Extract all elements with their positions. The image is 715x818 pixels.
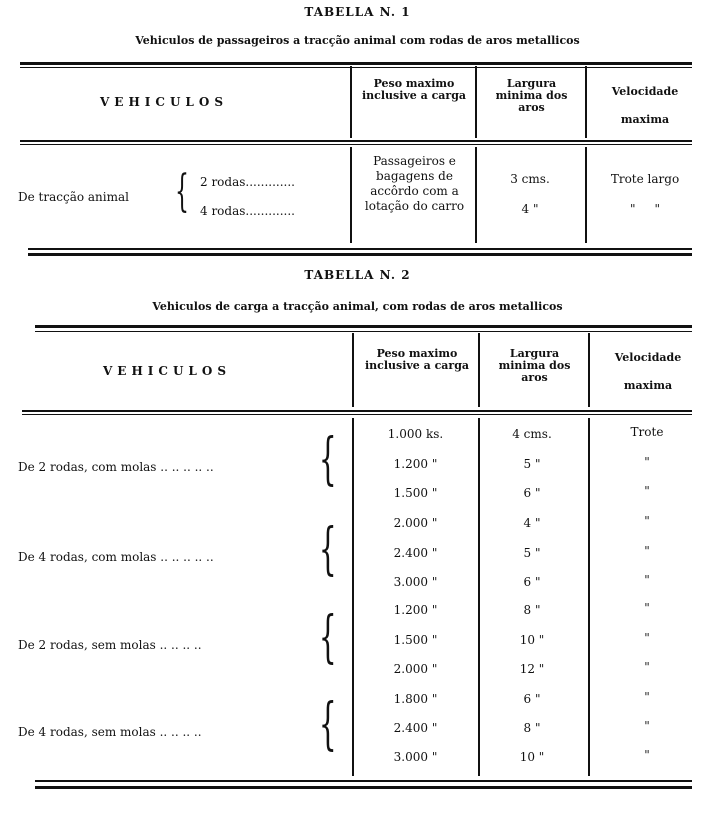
table2-largura-cell: 12 " xyxy=(519,662,545,676)
table2-peso-cell: 1.000 ks. xyxy=(387,427,444,441)
table2-header-divider-2 xyxy=(478,333,480,407)
table2-largura-cell: 6 " xyxy=(523,692,541,706)
table2-velocidade-cell: " xyxy=(644,544,650,558)
table2-header-peso: Peso maximo inclusive a carga xyxy=(364,347,470,372)
table1-header-divider-2 xyxy=(475,66,477,138)
table2-peso-cell: 1.200 " xyxy=(393,603,438,617)
table1-header-divider-3 xyxy=(585,66,587,138)
table2-header-rule-thin xyxy=(22,414,692,415)
table2-peso-cell: 2.400 " xyxy=(393,721,438,735)
table2-velocidade-cell: " xyxy=(644,631,650,645)
table2-peso-cell: 3.000 " xyxy=(393,750,438,764)
table2-group-label: De 2 rodas, sem molas .. .. .. .. xyxy=(18,638,202,652)
table1-velocidade-2: Trote largo xyxy=(610,172,680,186)
table1-title: TABELLA N. 1 xyxy=(304,5,411,19)
table2-header-largura: Largura minima dos aros xyxy=(498,347,571,384)
table2-peso-cell: 1.500 " xyxy=(393,486,438,500)
table2-top-rule xyxy=(35,325,692,328)
table2-velocidade-cell: " xyxy=(644,690,650,704)
table2-group-brace: { xyxy=(318,605,337,670)
table1-peso: Passageiros e bagagens de accôrdo com a lotação do carro xyxy=(364,154,465,213)
table1-header-vehiculos: VEHICULOS xyxy=(100,95,228,109)
table2-largura-cell: 4 cms. xyxy=(512,427,552,441)
table2-peso-cell: 1.800 " xyxy=(393,692,438,706)
table2-header-velocidade: Velocidade maxima xyxy=(614,351,682,392)
table2-body-divider-2 xyxy=(478,418,480,776)
table1-body-divider-1 xyxy=(350,147,352,243)
table2-peso-cell: 2.400 " xyxy=(393,546,438,560)
table1-largura-2: 3 cms. xyxy=(510,172,550,186)
table1-header-peso: Peso maximo inclusive a carga xyxy=(361,77,467,102)
table1-header-velocidade: Velocidade maxima xyxy=(611,85,679,126)
table2-body-divider-3 xyxy=(588,418,590,776)
table1-header-rule xyxy=(20,140,692,142)
table2-group-label: De 2 rodas, com molas .. .. .. .. .. xyxy=(18,460,214,474)
table2-title: TABELLA N. 2 xyxy=(304,268,411,282)
table2-bottom-rule-thick xyxy=(35,786,692,789)
table1-header-largura: Largura minima dos aros xyxy=(495,77,568,114)
table2-group-brace: { xyxy=(318,517,337,582)
table2-largura-cell: 4 " xyxy=(523,516,541,530)
table2-header-vehiculos: VEHICULOS xyxy=(103,364,231,378)
table2-body-divider-1 xyxy=(352,418,354,776)
table2-bottom-rule xyxy=(35,780,692,782)
table2-largura-cell: 5 " xyxy=(523,546,541,560)
table2-subtitle: Vehiculos de carga a tracção animal, com rodas de aros metallicos xyxy=(152,300,563,313)
table2-largura-cell: 8 " xyxy=(523,721,541,735)
table2-velocidade-cell: " xyxy=(644,601,650,615)
table2-peso-cell: 2.000 " xyxy=(393,662,438,676)
table1-row-label: De tracção animal xyxy=(18,190,129,204)
table1-brace: { xyxy=(175,166,189,217)
table2-group-brace: { xyxy=(318,692,337,757)
table2-header-rule xyxy=(22,410,692,412)
table1-velocidade-4: " " xyxy=(629,202,661,216)
table1-top-rule xyxy=(20,62,692,65)
table2-top-rule-thin xyxy=(35,331,692,332)
table2-largura-cell: 5 " xyxy=(523,457,541,471)
table2-velocidade-cell: " xyxy=(644,573,650,587)
table2-header-divider-1 xyxy=(352,333,354,407)
table2-velocidade-cell: " xyxy=(644,514,650,528)
table2-group-label: De 4 rodas, sem molas .. .. .. .. xyxy=(18,725,202,739)
table2-peso-cell: 1.500 " xyxy=(393,633,438,647)
table2-largura-cell: 10 " xyxy=(519,750,545,764)
table1-bottom-rule xyxy=(28,248,692,250)
table2-group-label: De 4 rodas, com molas .. .. .. .. .. xyxy=(18,550,214,564)
table2-peso-cell: 2.000 " xyxy=(393,516,438,530)
table1-header-divider-1 xyxy=(350,66,352,138)
table1-sub-2-rodas: 2 rodas............. xyxy=(200,175,295,189)
table2-largura-cell: 10 " xyxy=(519,633,545,647)
table2-group-brace: { xyxy=(318,427,337,492)
table1-body-divider-2 xyxy=(475,147,477,243)
table2-velocidade-cell: " xyxy=(644,484,650,498)
table1-top-rule-thin xyxy=(20,67,692,68)
table2-velocidade-cell: " xyxy=(644,719,650,733)
table1-subtitle: Vehiculos de passageiros a tracção animal com rodas de aros metallicos xyxy=(135,34,580,47)
table1-header-rule-thin xyxy=(20,144,692,145)
table2-largura-cell: 6 " xyxy=(523,575,541,589)
table2-velocidade-cell: Trote xyxy=(630,425,664,439)
table1-bottom-rule-thick xyxy=(28,253,692,256)
table1-sub-4-rodas: 4 rodas............. xyxy=(200,204,295,218)
table2-largura-cell: 8 " xyxy=(523,603,541,617)
table2-largura-cell: 6 " xyxy=(523,486,541,500)
table2-peso-cell: 3.000 " xyxy=(393,575,438,589)
table2-velocidade-cell: " xyxy=(644,455,650,469)
table1-largura-4: 4 " xyxy=(521,202,539,216)
table1-body-divider-3 xyxy=(585,147,587,243)
table2-header-divider-3 xyxy=(588,333,590,407)
table2-velocidade-cell: " xyxy=(644,748,650,762)
table2-velocidade-cell: " xyxy=(644,660,650,674)
table2-peso-cell: 1.200 " xyxy=(393,457,438,471)
